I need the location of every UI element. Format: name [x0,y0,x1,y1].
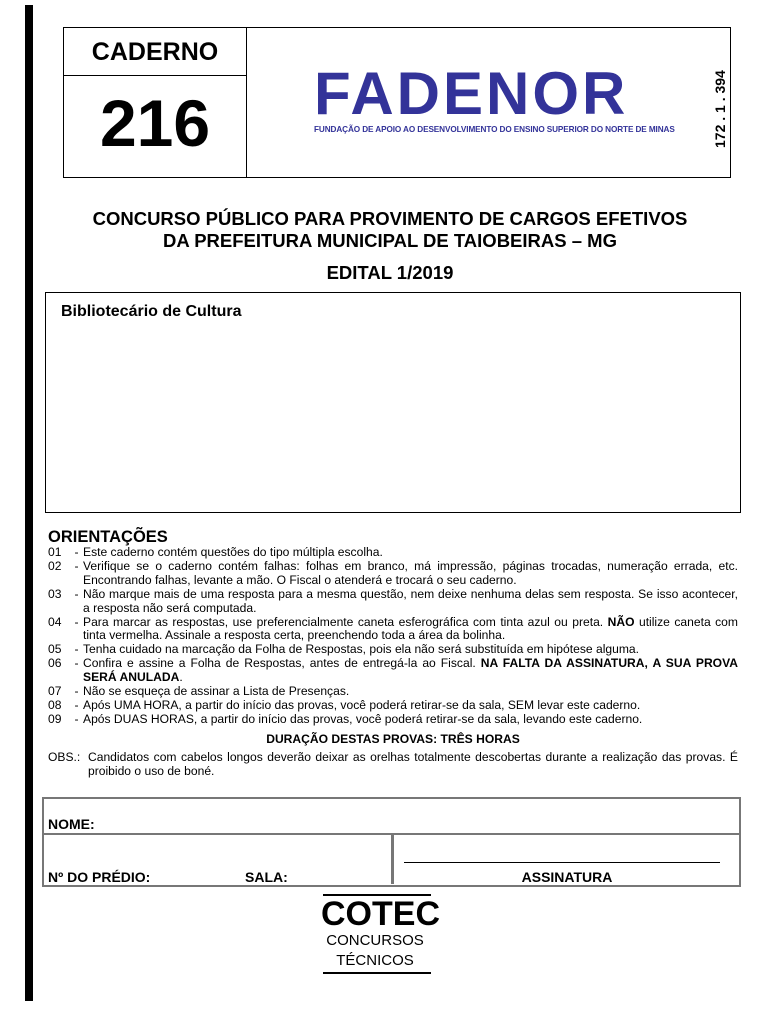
list-item: 07 - Não se esqueça de assinar a Lista de Presenças. [48,685,738,699]
orientacoes-title: ORIENTAÇÕES [48,528,168,546]
item-text: Não se esqueça de assinar a Lista de Presenças. [83,684,350,699]
item-text: Tenha cuidado na marcação da Folha de Respostas, pois ela não será substituída em hipótese alguma. [83,642,639,657]
cotec-logo: COTEC [321,895,440,933]
item-text: Após UMA HORA, a partir do início das provas, você poderá retirar-se da sala, SEM levar este caderno. [83,697,641,712]
cotec-logo-sub1: CONCURSOS [326,932,424,949]
obs-note [48,751,738,779]
list-item: 03 - Não marque mais de uma resposta para a mesma questão, nem deixe nenhuma delas sem resposta. Se isso acontecer, a resposta não será computada. [48,586,738,615]
title-line-1: CONCURSO PÚBLICO PARA PROVIMENTO DE CARGOS EFETIVOS [92,208,688,229]
title-line-2: DA PREFEITURA MUNICIPAL DE TAIOBEIRAS – MG [163,230,617,251]
list-item: 05 - Tenha cuidado na marcação da Folha de Respostas, pois ela não será substituída em hipótese alguma. [48,643,738,657]
sala-label: SALA: [245,869,288,885]
caderno-label: CADERNO [64,28,246,76]
header-box [63,27,731,178]
caderno-box [64,28,247,177]
obs-label: OBS.: [48,750,81,764]
name-row[interactable] [44,799,739,835]
cotec-logo-sub2: TÉCNICOS [336,952,414,969]
item-number: 05 [48,642,62,657]
fadenor-logo: FADENOR [314,60,629,127]
list-item: 06 - Confira e assine a Folha de Respostas, antes de entregá-la ao Fiscal. NA FALTA DA ASSINATURA, A SUA PROVA SERÁ ANULADA. [48,656,738,685]
list-item: 02 - Verifique se o caderno contém falhas: folhas em branco, má impressão, páginas trocadas, numeração errada, etc. Encontrando falhas, levante a mão. O Fiscal o atenderá e trocará o seu caderno. [48,558,738,587]
item-number: 08 [48,697,62,712]
document-code: 172 . 1 . 394 [712,70,728,148]
duracao-text: DURAÇÃO DESTAS PROVAS: TRÊS HORAS [266,732,520,746]
assinatura-label: ASSINATURA [521,869,613,885]
item-text: Este caderno contém questões do tipo múltipla escolha. [83,545,383,559]
item-text: Verifique se o caderno contém falhas: folhas em branco, má impressão, páginas trocadas, numeração errada, etc. Encontrando falhas, levante a mão. O Fiscal o atenderá e trocará o seu caderno. [83,558,738,587]
list-item: 08 - Após UMA HORA, a partir do início das provas, você poderá retirar-se da sala, SEM levar este caderno. [48,699,738,713]
cargo-box [45,292,741,513]
caderno-number: 216 [99,86,211,160]
orientacoes-list [48,546,738,727]
left-margin-bar [25,5,33,1001]
item-number: 02 [48,558,62,573]
item-text: Confira e assine a Folha de Respostas, antes de entregá-la ao Fiscal. NA FALTA DA ASSINATURA, A SUA PROVA SERÁ ANULADA. [83,656,738,685]
edital: EDITAL 1/2019 [326,262,454,283]
item-number: 09 [48,711,62,726]
item-number: 03 [48,586,62,601]
item-text: Após DUAS HORAS, a partir do início das provas, você poderá retirar-se da sala, levando este caderno. [83,711,643,726]
signature-line[interactable] [404,862,720,863]
item-text: Não marque mais de uma resposta para a mesma questão, nem deixe nenhuma delas sem resposta. Se isso acontecer, a resposta não será computada. [83,586,738,615]
cargo-title: Bibliotecário de Cultura [61,303,242,320]
fadenor-logo-subtitle: FUNDAÇÃO DE APOIO AO DESENVOLVIMENTO DO ENSINO SUPERIOR DO NORTE DE MINAS [314,125,675,134]
nome-label: NOME: [48,816,95,832]
item-number: 01 [48,545,62,559]
cotec-logo-bottom-line [323,972,431,974]
obs-text: Candidatos com cabelos longos deverão deixar as orelhas totalmente descobertas durante a realização das provas. É proibido o uso de boné. [88,750,738,778]
item-number: 06 [48,656,62,671]
item-number: 07 [48,684,62,699]
candidate-info-box [42,797,741,887]
predio-label: Nº DO PRÉDIO: [48,869,151,885]
list-item: 09 - Após DUAS HORAS, a partir do início das provas, você poderá retirar-se da sala, levando este caderno. [48,713,738,727]
list-item: 01 - Este caderno contém questões do tipo múltipla escolha. [48,546,738,560]
item-text: Para marcar as respostas, use preferencialmente caneta esferográfica com tinta azul ou preta. NÃO utilize caneta com tinta vermelha. Assinale a resposta certa, preenchendo toda a área da bolinha. [83,614,738,643]
item-number: 04 [48,614,62,629]
list-item: 04 - Para marcar as respostas, use preferencialmente caneta esferográfica com tinta azul ou preta. NÃO utilize caneta com tinta vermelha. Assinale a resposta certa, preenchendo toda a área da bolinha. [48,614,738,643]
